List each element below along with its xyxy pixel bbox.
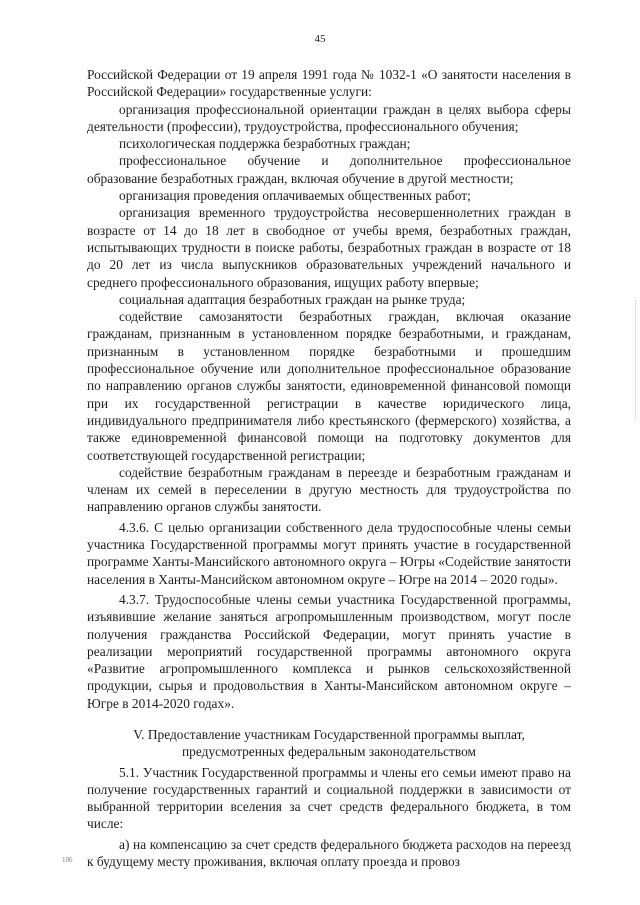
paragraph: 4.3.7. Трудоспособные члены семьи участника Государственной программы, изъявившие желание заняться агропромышленным производством, могут после получения гражданства Российской Федерации, могут принять участие в реализации мероприятий государственной программы автономного округа «Развитие агропромышленного комплекса и рынков сельскохозяйственной продукции, сырья и продовольствия в Ханты-Мансийском автономном округе – Югре в 2014-2020 годах». — [87, 591, 571, 711]
paragraph: содействие самозанятости безработных граждан, включая оказание гражданам, признанным в установленном порядке безработными, и гражданам, признанным в установленном порядке безработными и прошедшим профессиональное обучение или дополнительное профессиональное образование по направлению органов службы занятости, единовременной финансовой помощи при их государственной регистрации в качестве юридического лица, индивидуального предпринимателя либо крестьянского (фермерского) хозяйства, а также единовременной финансовой помощи на подготовку документов для соответствующей государственной регистрации; — [87, 309, 571, 463]
paragraph: а) на компенсацию за счет средств федерального бюджета расходов на переезд к будущему месту проживания, включая оплату проезда и провоз — [87, 836, 571, 870]
paragraph: организация профессиональной ориентации граждан в целях выбора сферы деятельности (профессии), трудоустройства, профессионального обучения; — [87, 101, 571, 134]
page-number: 45 — [314, 33, 326, 45]
paragraph: организация проведения оплачиваемых общественных работ; — [119, 188, 471, 204]
paragraph: содействие безработным гражданам в переезде и безработным гражданам и членам их семей в переселении в другую местность для трудоустройства по направлению органов службы занятости. — [87, 464, 571, 515]
document-body — [87, 66, 571, 870]
footer-mark: 106 — [62, 856, 73, 864]
paragraph: социальная адаптация безработных граждан на рынке труда; — [119, 291, 466, 307]
section-heading: V. Предоставление участникам Государственной программы выплат, предусмотренных федеральным законодательством — [133, 726, 525, 760]
paragraph: психологическая поддержка безработных граждан; — [119, 136, 411, 152]
scan-edge-mark — [634, 300, 636, 420]
paragraph: организация временного трудоустройства несовершеннолетних граждан в возрасте от 14 до 18 лет в свободное от учебы время, безработных граждан, испытывающих трудности в поиске работы, безработных граждан в возрасте от 18 до 20 лет из числа выпускников образовательных учреждений начального и среднего профессионального образования, ищущих работу впервые; — [87, 205, 571, 290]
paragraph: Российской Федерации от 19 апреля 1991 года № 1032-1 «О занятости населения в Российской Федерации» государственные услуги: — [87, 67, 571, 100]
paragraph: 4.3.6. С целью организации собственного дела трудоспособные члены семьи участника Государственной программы могут принять участие в государственной программе Ханты-Мансийского автономного округа – Югры «Содействие занятости населения в Ханты-Мансийском автономном округе – Югре на 2014 – 2020 годы». — [87, 519, 571, 587]
paragraph: профессиональное обучение и дополнительное профессиональное образование безработных граждан, включая обучение в другой местности; — [87, 153, 571, 186]
paragraph: 5.1. Участник Государственной программы и члены его семьи имеют право на получение государственных гарантий и социальной поддержки в зависимости от выбранной территории вселения за счет средств федерального бюджета, в том числе: — [87, 764, 571, 832]
